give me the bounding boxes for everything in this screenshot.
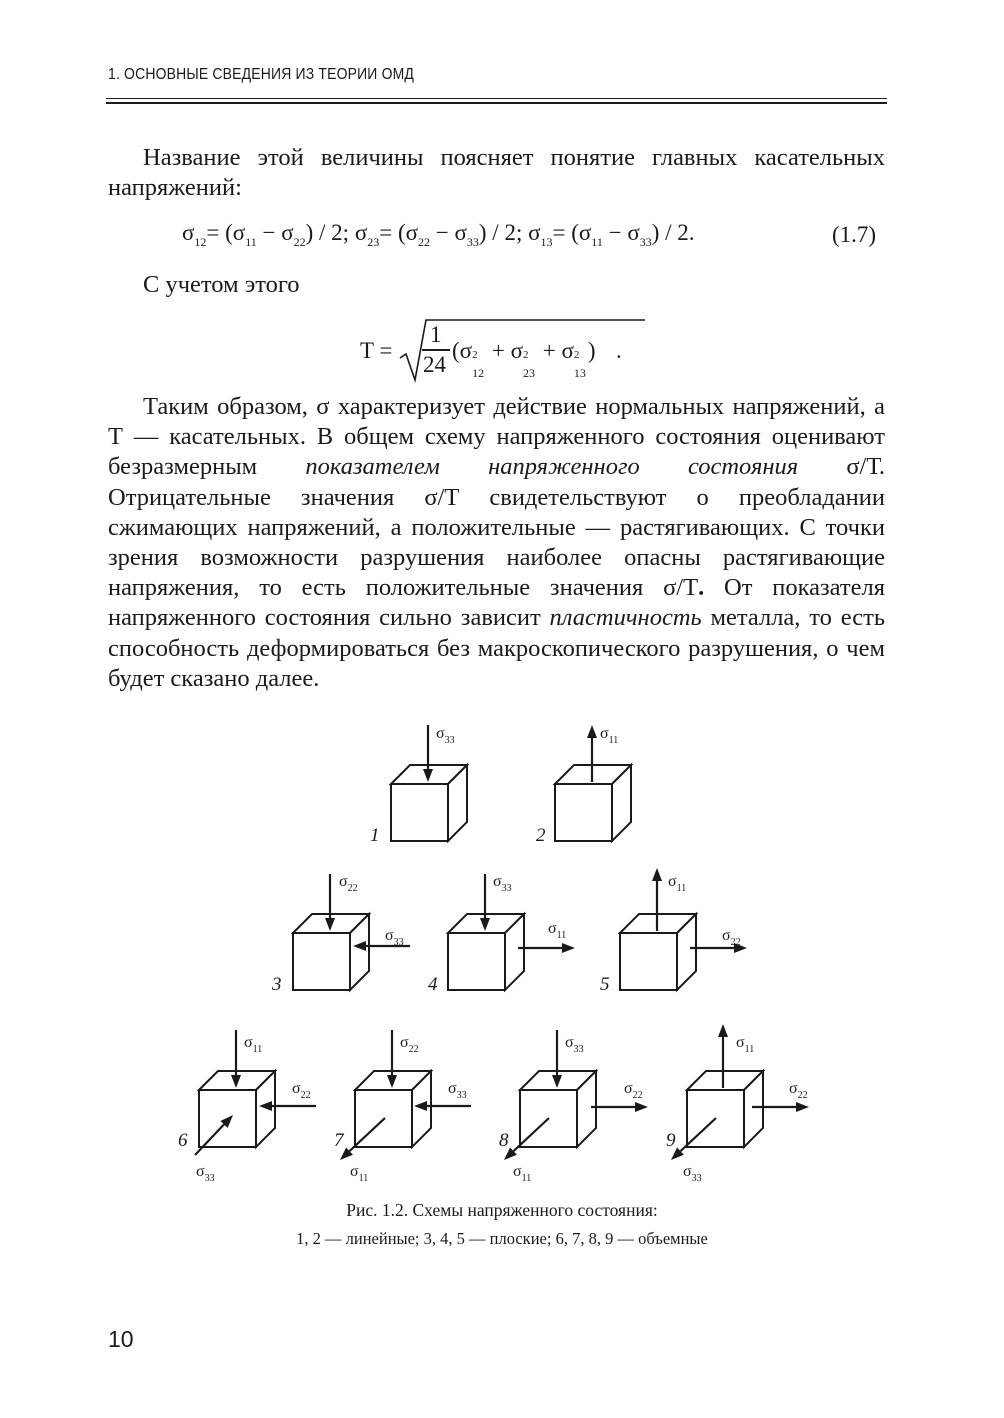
stress-scheme-6 [178,1030,316,1184]
scheme-number: 1 [370,825,380,846]
sigma-label: $\sigma_{11}$ [736,1034,755,1055]
stress-scheme-3 [271,873,410,995]
stress-arrow-head [718,1024,728,1037]
sigma-label: $\sigma_{22}$ [339,873,358,894]
sigma-label: $\sigma_{22}$ [292,1080,311,1101]
stress-scheme-7 [334,1030,471,1184]
stress-scheme-9 [666,1024,809,1184]
sigma-label: $\sigma_{11}$ [600,725,619,746]
formula-t: T = 1 24 (σ 2 12 + σ 2 23 + σ 2 13 ) . [360,318,650,384]
page-number: 10 [108,1326,134,1352]
sigma-label: $\sigma_{33}$ [683,1163,702,1184]
paragraph-intro: Название этой величины поясняет понятие главных касательных напряжений: [108,144,885,202]
scheme-number: 3 [272,974,282,995]
sigma-label: $\sigma_{11}$ [513,1163,532,1184]
sigma-label: $\sigma_{22}$ [722,927,741,948]
cube-front-face [391,784,448,841]
sigma-label: $\sigma_{11}$ [244,1034,263,1055]
paragraph-with-this: С учетом этого [143,271,300,298]
stress-scheme-2 [536,725,631,846]
sigma-label: $\sigma_{33}$ [436,725,455,746]
cube-front-face [620,933,677,990]
sigma-label: $\sigma_{33}$ [385,927,404,948]
sigma-label: $\sigma_{33}$ [565,1034,584,1055]
scheme-number: 8 [499,1130,509,1151]
sigma-label: $\sigma_{33}$ [448,1080,467,1101]
scheme-number: 9 [666,1130,676,1151]
sigma-label: $\sigma_{22}$ [624,1080,643,1101]
paragraph-main: Таким образом, σ характеризует действие нормальных напряжений, а Т — касательных. В общем схему напряженного состояния оценивают безразмерным показателем напряженного состояния σ/Т. Отрицательные значения σ/Т свидетельствуют о преобладании сжимающих напряжений, а положительные — растягивающих. С точки зрения возможности разрушения наиболее опасны растягивающие напряжения, то есть положительные значения σ/Т. От показателя напряженного состояния сильно зависит пластичность металла, то есть способность деформироваться без макроскопического разрушения, о чем будет сказано далее. [108,393,885,692]
stress-scheme-4 [428,873,575,995]
stress-arrow-head [562,943,575,953]
stress-scheme-5 [600,868,747,995]
figure-caption-title: Рис. 1.2. Схемы напряженного состояния: [346,1200,658,1220]
scheme-number: 4 [428,974,438,995]
sigma-label: $\sigma_{33}$ [196,1163,215,1184]
formula-1-7: $\sigma_{12}= (\sigma_{11} - \sigma_{22}) / 2$; $\sigma_{23}= (\sigma_{22} - \sigma_{33}) / 2$; $\sigma_{13}= (\sigma_{11} - \sigma_{33}) / 2$. [182,220,695,249]
cube-front-face [555,784,612,841]
scheme-number: 6 [178,1130,188,1151]
stress-arrow-head [652,868,662,881]
cube-front-face [293,933,350,990]
scheme-number: 2 [536,825,546,846]
stress-scheme-8 [499,1030,648,1184]
stress-arrow-head [587,725,597,738]
running-head: 1. ОСНОВНЫЕ СВЕДЕНИЯ ИЗ ТЕОРИИ ОМД [108,66,415,83]
sigma-label: $\sigma_{33}$ [493,873,512,894]
stress-scheme-1 [370,725,467,846]
figure-caption-legend: 1, 2 — линейные; 3, 4, 5 — плоские; 6, 7, 8, 9 — объемные [296,1229,708,1248]
sigma-label: $\sigma_{22}$ [400,1034,419,1055]
scheme-number: 7 [334,1130,344,1151]
stress-arrow-head [635,1102,648,1112]
sigma-label: $\sigma_{11}$ [668,873,687,894]
sigma-label: $\sigma_{22}$ [789,1080,808,1101]
sigma-label: $\sigma_{11}$ [350,1163,369,1184]
sigma-label: $\sigma_{11}$ [548,920,567,941]
cube-front-face [448,933,505,990]
equation-number: (1.7) [832,222,877,247]
stress-arrow-head [796,1102,809,1112]
scheme-number: 5 [600,974,610,995]
